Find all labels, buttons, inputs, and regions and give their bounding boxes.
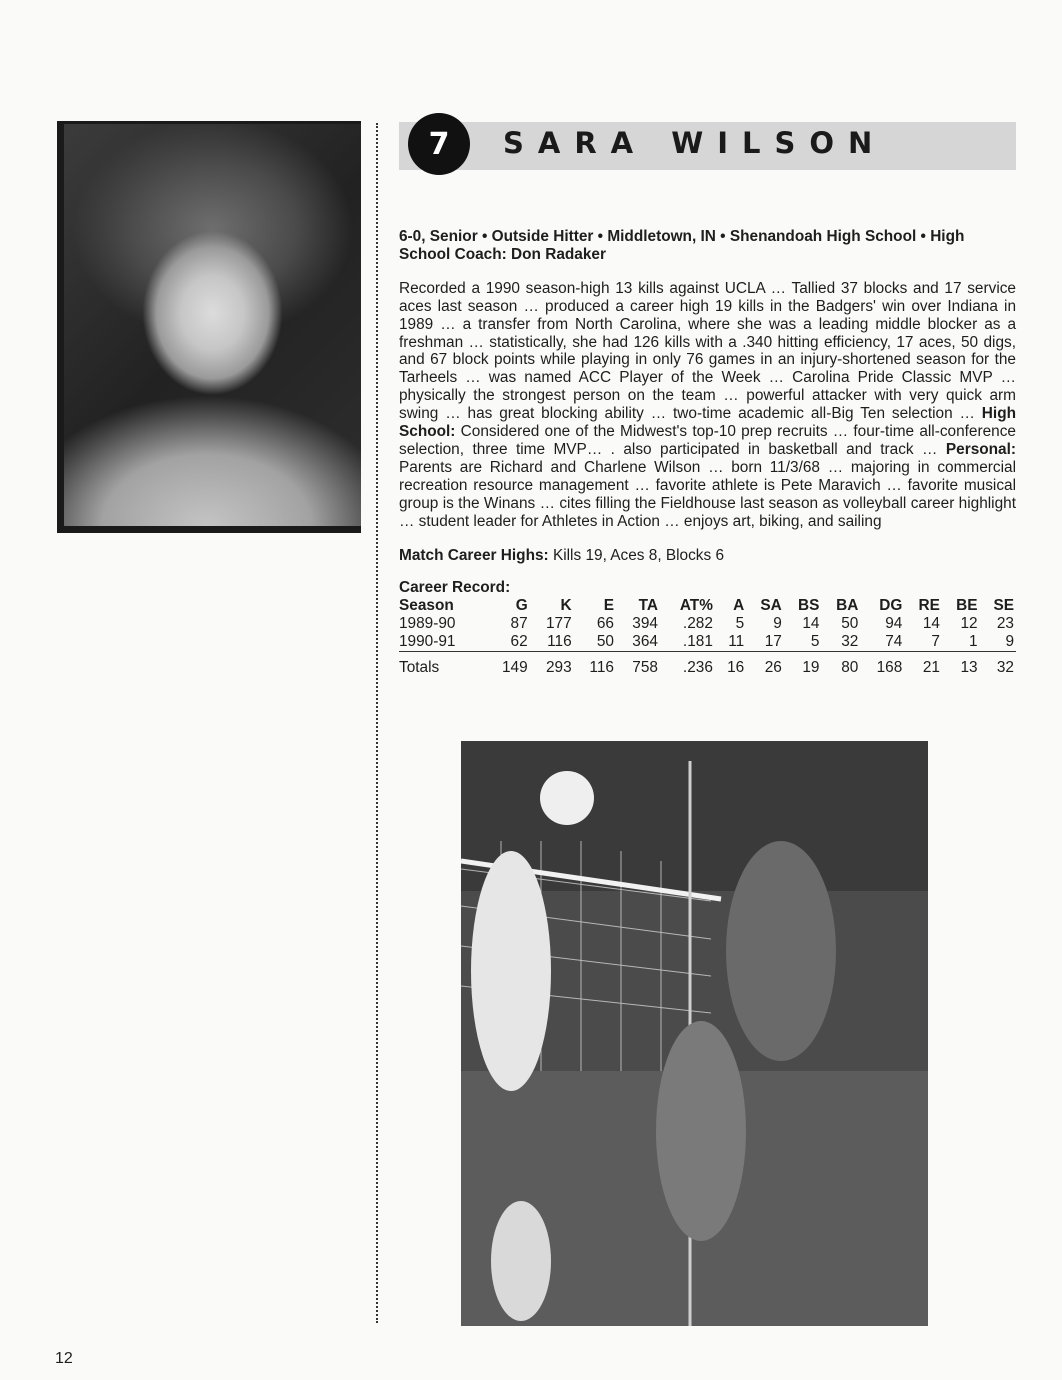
stats-totals-row: [399, 652, 1016, 682]
stat-cell: 168: [860, 652, 904, 682]
stat-cell: 14: [922, 615, 940, 633]
match-highs-value: Kills 19, Aces 8, Blocks 6: [552, 546, 725, 564]
stat-cell: 13: [942, 652, 980, 682]
stat-cell: 149: [486, 652, 530, 682]
stat-cell: 74: [885, 633, 903, 651]
stat-cell: 32: [841, 633, 859, 651]
bio-text-career: Recorded a 1990 season-high 13 kills against UCLA … Tallied 37 blocks and 17 service aces last season … produced a career high 19 kills in the Badgers' win over Indiana in 1989 … a transfer from North Carolina, where she was a leading middle blocker as a freshman … statistically, she had 126 kills with a .340 hitting efficiency, 17 aces, 50 digs, and 67 block points while playing in only 76 games in an injury-shortened season for the Tarheels … was named ACC Player of the Week … Carolina Pride Classic MVP … physically the strongest person on the team … powerful attacker with very quick arm swing … has great blocking ability … two-time academic all-Big Ten selection …: [399, 279, 1016, 423]
bio-label-high-school: High School:: [399, 405, 1016, 441]
stat-cell: 293: [530, 652, 574, 682]
career-record-table: [399, 597, 1016, 681]
stat-cell: 12: [960, 615, 978, 633]
col-assists: A: [733, 597, 745, 615]
player-portrait-photo: [64, 124, 361, 526]
stat-cell: 394: [632, 615, 658, 633]
stat-cell: 32: [980, 652, 1016, 682]
col-digs: DG: [879, 597, 903, 615]
stat-cell: .282: [682, 615, 713, 633]
col-service-aces: SA: [760, 597, 782, 615]
stat-cell: 11: [728, 633, 745, 651]
stat-cell: 1989-90: [399, 615, 456, 633]
action-photo-illustration: [461, 741, 928, 1326]
stat-cell: 21: [904, 652, 942, 682]
col-total-attempts: TA: [638, 597, 658, 615]
col-kills: K: [560, 597, 572, 615]
career-record-title: Career Record:: [399, 579, 511, 597]
col-reception-errors: RE: [918, 597, 940, 615]
page-number: 12: [55, 1350, 73, 1367]
stat-cell: 116: [574, 652, 616, 682]
stat-cell: .181: [682, 633, 713, 651]
stat-cell: 5: [735, 615, 745, 633]
stat-cell: .236: [660, 652, 715, 682]
col-games: G: [515, 597, 528, 615]
stats-header-row: [399, 597, 1016, 615]
stat-cell: 1: [969, 633, 978, 651]
match-career-highs: [399, 547, 1016, 565]
stat-cell: 16: [715, 652, 746, 682]
stat-cell: 177: [545, 615, 572, 633]
stats-row-1990-91: [399, 633, 1016, 652]
stat-cell: 9: [773, 615, 782, 633]
col-service-errors: SE: [993, 597, 1014, 615]
col-attack-pct: AT%: [679, 597, 713, 615]
bio-label-personal: Personal:: [945, 440, 1017, 458]
stat-cell: 19: [784, 652, 822, 682]
stat-cell: 62: [510, 633, 528, 651]
stat-cell: 5: [810, 633, 820, 651]
player-name: SARA WILSON: [503, 126, 887, 160]
col-block-solo: BS: [798, 597, 820, 615]
col-block-assist: BA: [836, 597, 859, 615]
stat-cell: 9: [1005, 633, 1014, 651]
jersey-number-badge: 7: [408, 113, 470, 175]
stat-cell: 1990-91: [399, 633, 456, 651]
stat-cell: 7: [931, 633, 940, 651]
stat-cell: 17: [764, 633, 782, 651]
player-bio: [399, 280, 1016, 531]
match-highs-label: Match Career Highs:: [399, 546, 549, 564]
stat-cell: Totals: [399, 652, 486, 682]
col-errors: E: [603, 597, 614, 615]
stat-cell: 116: [547, 633, 572, 651]
col-block-errors: BE: [956, 597, 978, 615]
player-profile: [399, 228, 1016, 681]
col-season: Season: [399, 597, 454, 615]
stat-cell: 87: [510, 615, 528, 633]
bio-text-high-school: Considered one of the Midwest's top-10 prep recruits … four-time all-conference selection, three time MVP… . also participated in basketball and track …: [399, 423, 1016, 458]
stat-cell: 66: [596, 615, 614, 633]
stat-cell: 50: [841, 615, 859, 633]
stat-cell: 758: [616, 652, 660, 682]
stat-cell: 26: [746, 652, 784, 682]
stat-cell: 364: [632, 633, 658, 651]
stat-cell: 23: [996, 615, 1014, 633]
stat-cell: 14: [802, 615, 820, 633]
stat-cell: 94: [885, 615, 903, 633]
stats-row-1989-90: [399, 615, 1016, 633]
bio-text-personal: Parents are Richard and Charlene Wilson … born 11/3/68 … majoring in commercial recreation resource management … favorite athlete is Pete Maravich … favorite musical group is the Winans … cites filling the Fieldhouse last season as volleyball career highlight … student leader for Athletes in Action … enjoys art, biking, and sailing: [399, 458, 1016, 530]
stat-cell: 50: [596, 633, 614, 651]
player-info-line: 6-0, Senior • Outside Hitter • Middletown, IN • Shenandoah High School • High School Coach: Don Radaker: [399, 228, 965, 263]
column-divider: [376, 123, 378, 1323]
volleyball-action-photo: [461, 741, 928, 1326]
stat-cell: 80: [821, 652, 860, 682]
